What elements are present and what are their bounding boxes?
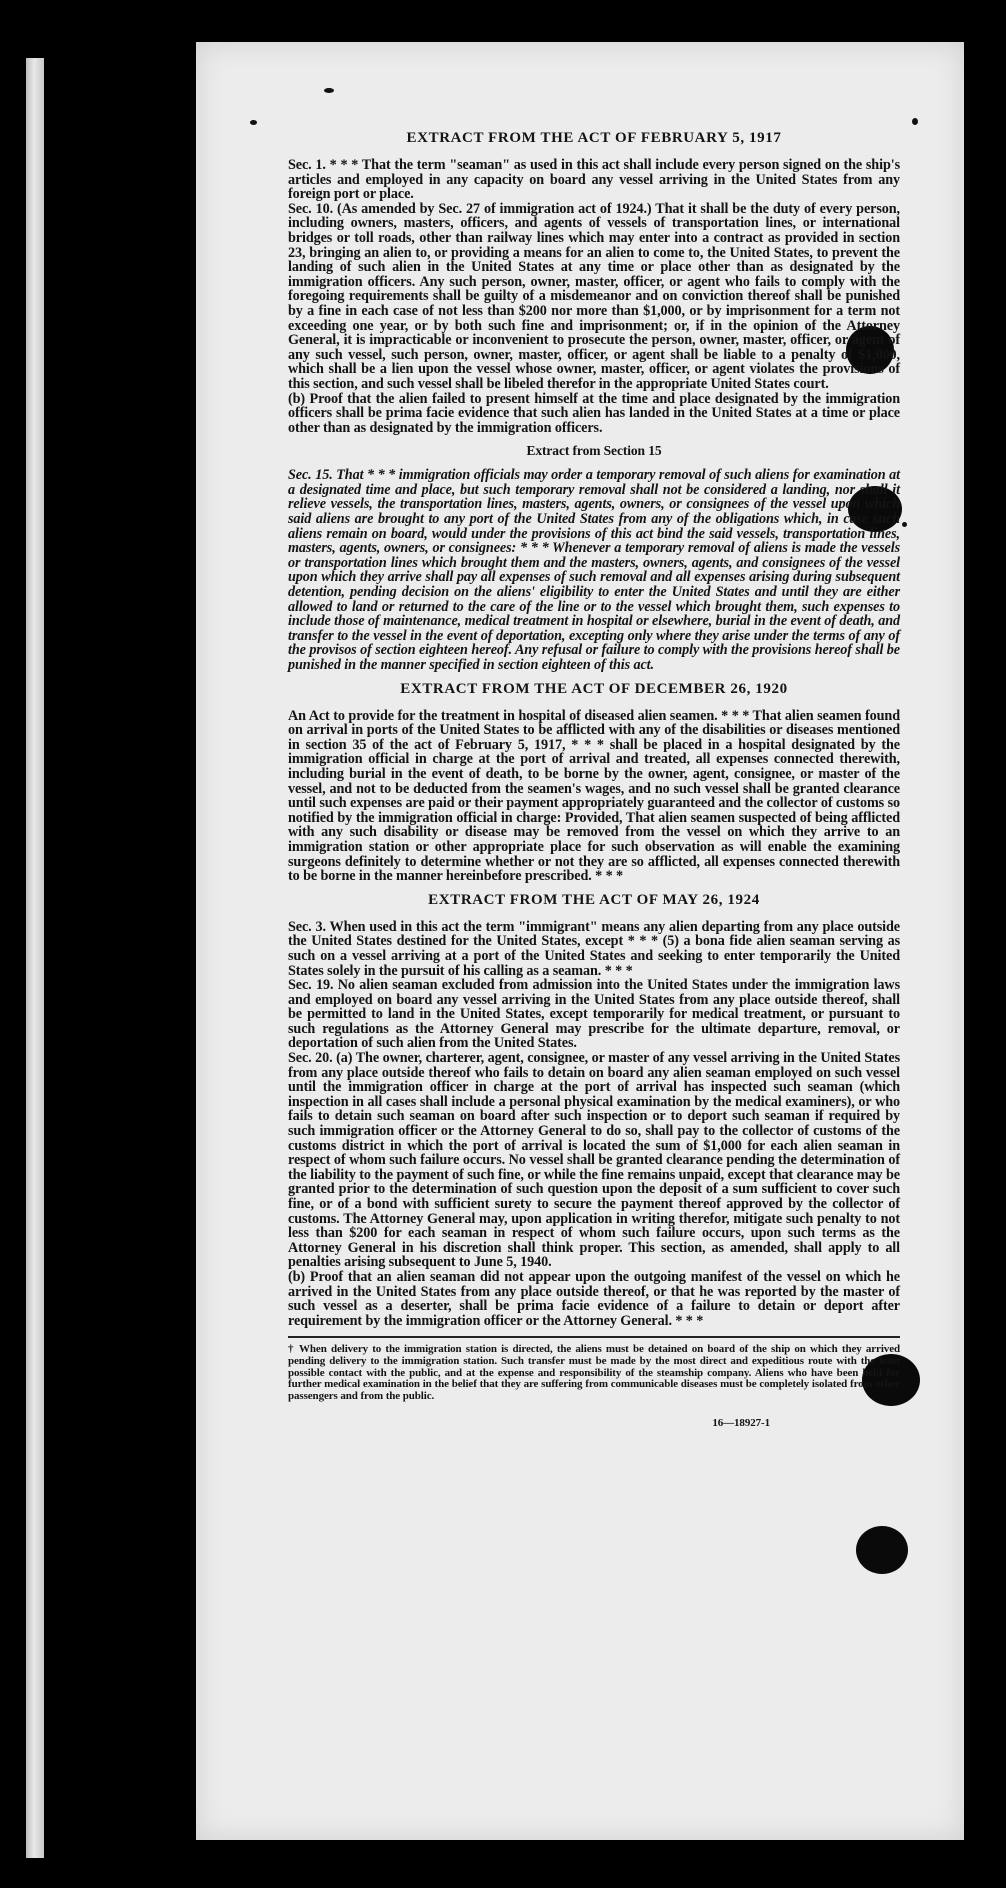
- act-1924-sec-20-b: (b) Proof that an alien seaman did not appear upon the outgoing manifest of the vessel on which he arrived in the United States from any place outside thereof, or that he was reported by the master of such vessel as a deserter, shall be prima facie evidence of a failure to detain or deport after requirement by the immigration officer or the Attorney General. * * *: [288, 1268, 900, 1329]
- act-1917-heading: EXTRACT FROM THE ACT OF FEBRUARY 5, 1917: [406, 130, 782, 146]
- act-1924-heading: EXTRACT FROM THE ACT OF MAY 26, 1924: [428, 891, 760, 908]
- footnote: [288, 1344, 900, 1402]
- act-1920-heading: EXTRACT FROM THE ACT OF DECEMBER 26, 1920: [400, 680, 788, 697]
- act-1924-sec-19: Sec. 19. No alien seaman excluded from admission into the United States under the immigration laws and employed on board any vessel arriving in the United States from any place outside thereof, shall be permitted to land in the United States, except temporarily for medical treatment, or pursuant to such regulations as the Attorney General may prescribe for the ultimate departure, removal, or deportation of such alien from the United States.: [288, 977, 900, 1052]
- act-1924-sec-20-a: Sec. 20. (a) The owner, charterer, agent, consignee, or master of any vessel arriving in the United States from any place outside thereof who fails to detain on board any alien seaman employed on such vessel until the immigration officer in charge at the port of arrival has inspected such seaman (which inspection in all cases shall include a personal physical examination by the medical examiners), or who fails to detain such seaman on board after such inspection or to deport such seaman if required by such immigration officer or the Attorney General to do so, shall pay to the collector of customs of the customs district in which the port of arrival is located the sum of $1,000 for each alien seaman in respect of whom such failure occurs. No vessel shall be granted clearance pending the determination of the liability to the payment of such fine, or while the fine remains unpaid, except that clearance may be granted prior to the determination of such question upon the deposit of a sum sufficient to cover such fine, or of a bond with sufficient surety to secure the payment thereof approved by the collector of customs. The Attorney General may, upon application in writing therefor, mitigate such penalty to not less than $200 for each seaman in respect of whom such failure occurs, upon such terms as the Attorney General in his discretion shall think proper. This section, as amended, shall apply to all penalties arising subsequent to June 5, 1940.: [288, 1050, 900, 1271]
- act-1917-sec-10: Sec. 10. (As amended by Sec. 27 of immigration act of 1924.) That it shall be the duty of every person, including owners, masters, officers, and agents of vessels of transportation lines, or international bridges or toll roads, other than railway lines which may enter into a contract as provided in section 23, bringing an alien to, or providing a means for an alien to come to, the United States, to prevent the landing of such alien in the United States at any time or place other than as designated by the immigration officers. Any such person, owner, master, officer, or agent who fails to comply with the foregoing requirements shall be guilty of a misdemeanor and on conviction thereof shall be punished by a fine in each case of not less than $200 nor more than $1,000, or by imprisonment for a term not exceeding one year, or by both such fine and imprisonment; or, if in the opinion of the Attorney General, it is impracticable or inconvenient to prosecute the person, owner, master, officer, or agent of any such vessel, such person, owner, master, officer, or agent shall be liable to a penalty of $1,000, which shall be a lien upon the vessel whose owner, master, officer, or agent violates the provisions of this section, and such vessel shall be libeled therefor in the appropriate United States court.: [288, 200, 900, 392]
- act-1920-section: [288, 681, 900, 884]
- act-1924-section: [288, 892, 900, 1329]
- footnote-text: † When delivery to the immigration station is directed, the aliens must be detained on board of the ship on which they arrived pending delivery to the immigration station. Such transfer must be made by the most direct and expeditious route with the least possible contact with the public, and at the expense and responsibility of the steamship company. Aliens who have been held for further medical examination in the belief that they are suffering from communicable diseases must be completely isolated from other passengers and from the public.: [288, 1343, 900, 1402]
- act-1924-sec-3: Sec. 3. When used in this act the term "immigrant" means any alien departing from any place outside the United States destined for the United States, except * * * (5) a bona fide alien seaman serving as such on a vessel arriving at a port of the United States and seeking to enter temporarily the United States solely in the pursuit of his calling as a seaman. * * *: [288, 918, 900, 979]
- act-1917-section: [288, 130, 900, 435]
- document-text: [288, 130, 900, 1431]
- section-15-extract: [288, 443, 900, 672]
- section-15-text: Sec. 15. That * * * immigration officials may order a temporary removal of such aliens for examination at a designated time and place, but such temporary removal shall not be considered a landing, nor shall it relieve vessels, the transportation lines, masters, agents, owners, or consignees of the vessel upon which said aliens are brought to any port of the United States from any of the obligations which, in case such aliens remain on board, would under the provisions of this act bind the said vessels, transportation lines, masters, agents, owners, or consignees: * * * Whenever a temporary removal of aliens is made the vessels or transportation lines which brought them and the masters, owners, agents, and consignees of the vessel upon which they arrive shall pay all expenses of such removal and all expenses arising during subsequent detention, pending decision on the aliens' eligibility to enter the United States and until they are either allowed to land or returned to the care of the line or to the vessel which brought them, such expenses to include those of maintenance, medical treatment in hospital or elsewhere, burial in the event of death, and transfer to the vessel in the event of deportation, excepting only where they arise under the terms of any of the provisos of section eighteen hereof. Any refusal or failure to comply with the provisions hereof shall be punished in the manner specified in section eighteen of this act.: [288, 467, 900, 673]
- footnote-divider: [288, 1336, 900, 1338]
- ink-blot: [856, 1526, 908, 1574]
- section-15-heading: Extract from Section 15: [526, 443, 662, 459]
- act-1917-sec-1: Sec. 1. * * * That the term "seaman" as used in this act shall include every person signed on the ship's articles and employed in any capacity on board any vessel arriving in the United States from any foreign port or place.: [288, 157, 900, 203]
- speck: [912, 118, 918, 125]
- act-1917-sec-10-b: (b) Proof that the alien failed to present himself at the time and place designated by the immigration officers shall be prima facie evidence that such alien has landed in the United States at a time or place other than as designated by the immigration officers.: [288, 390, 900, 436]
- speck: [324, 88, 334, 93]
- speck: [902, 522, 907, 527]
- document-number: 16—18927-1: [712, 1417, 770, 1430]
- document-page: [196, 42, 964, 1840]
- speck: [250, 120, 257, 125]
- film-edge-strip: [26, 58, 44, 1858]
- act-1920-text: An Act to provide for the treatment in hospital of diseased alien seamen. * * * That alien seamen found on arrival in ports of the United States to be afflicted with any of the disabilities or diseases mentioned in section 35 of the act of February 5, 1917, * * * shall be placed in a hospital designated by the immigration official in charge at the port of arrival and treated, all expenses connected therewith, including burial in the event of death, to be borne by the owner, agent, consignee, or master of the vessel, and not to be deducted from the seamen's wages, and no such vessel shall be granted clearance until such expenses are paid or their payment appropriately guaranteed and the collector of customs so notified by the immigration official in charge: Provided, That alien seamen suspected of being afflicted with any such disability or disease may be removed from the vessel on which they arrive to an immigration station or other appropriate place for such observation as will enable the examining surgeons definitely to determine whether or not they are so afflicted, all expenses connected therewith to be borne in the manner hereinbefore prescribed. * * *: [288, 707, 900, 885]
